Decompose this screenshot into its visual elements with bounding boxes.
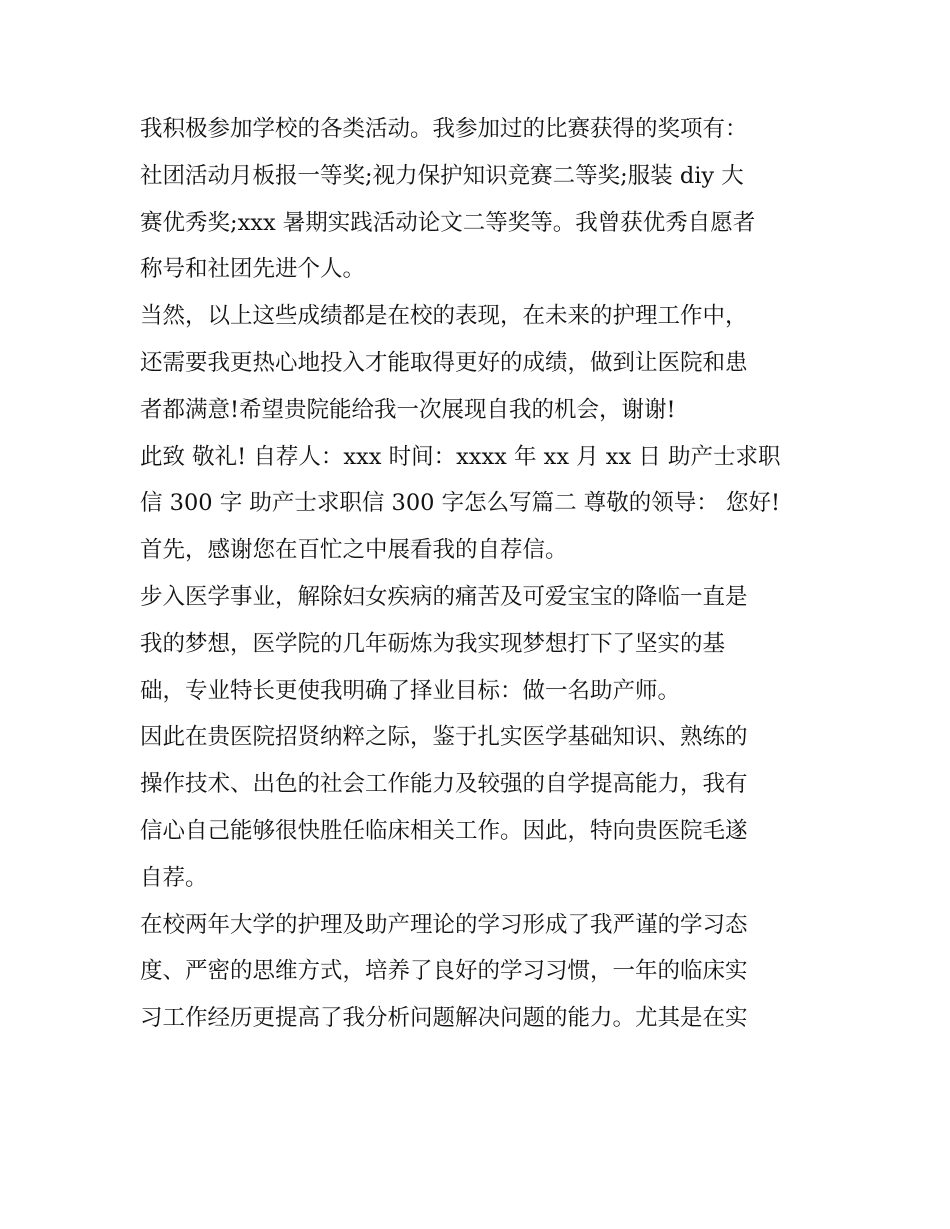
text-line: 此致 敬礼! 自荐人：xxx 时间：xxxx 年 xx 月 xx 日 助产士求职 xyxy=(140,443,781,470)
text-line: 操作技术、出色的社会工作能力及较强的自学提高能力，我有 xyxy=(140,771,748,798)
text-line: 者都满意!希望贵院能给我一次展现自我的机会，谢谢! xyxy=(140,396,676,423)
text-line: 信 300 字 助产士求职信 300 字怎么写篇二 尊敬的领导： 您好! xyxy=(140,490,780,517)
text-line: 信心自己能够很快胜任临床相关工作。因此，特向贵医院毛遂 xyxy=(140,817,748,844)
text-line: 步入医学事业，解除妇女疾病的痛苦及可爱宝宝的降临一直是 xyxy=(140,583,748,610)
text-line: 赛优秀奖;xxx 暑期实践活动论文二等奖等。我曾获优秀自愿者 xyxy=(140,209,756,236)
text-line: 称号和社团先进个人。 xyxy=(140,256,366,283)
text-line: 度、严密的思维方式，培养了良好的学习习惯，一年的临床实 xyxy=(140,958,748,985)
text-line: 还需要我更热心地投入才能取得更好的成绩，做到让医院和患 xyxy=(140,349,748,376)
text-line: 在校两年大学的护理及助产理论的学习形成了我严谨的学习态 xyxy=(140,911,748,938)
text-line: 习工作经历更提高了我分析问题解决问题的能力。尤其是在实 xyxy=(140,1005,748,1032)
text-line: 自荐。 xyxy=(140,864,208,891)
text-line: 当然，以上这些成绩都是在校的表现，在未来的护理工作中， xyxy=(140,303,748,330)
text-line: 我的梦想，医学院的几年砺炼为我实现梦想打下了坚实的基 xyxy=(140,630,726,657)
text-line: 础，专业特长更使我明确了择业目标：做一名助产师。 xyxy=(140,677,681,704)
text-line: 我积极参加学校的各类活动。我参加过的比赛获得的奖项有： xyxy=(140,116,748,142)
text-line: 因此在贵医院招贤纳粹之际，鉴于扎实医学基础知识、熟练的 xyxy=(140,724,748,751)
text-line: 首先，感谢您在百忙之中展看我的自荐信。 xyxy=(140,537,568,564)
text-line: 社团活动月板报一等奖;视力保护知识竞赛二等奖;服装 diy 大 xyxy=(140,162,744,189)
document-body xyxy=(140,106,820,1042)
